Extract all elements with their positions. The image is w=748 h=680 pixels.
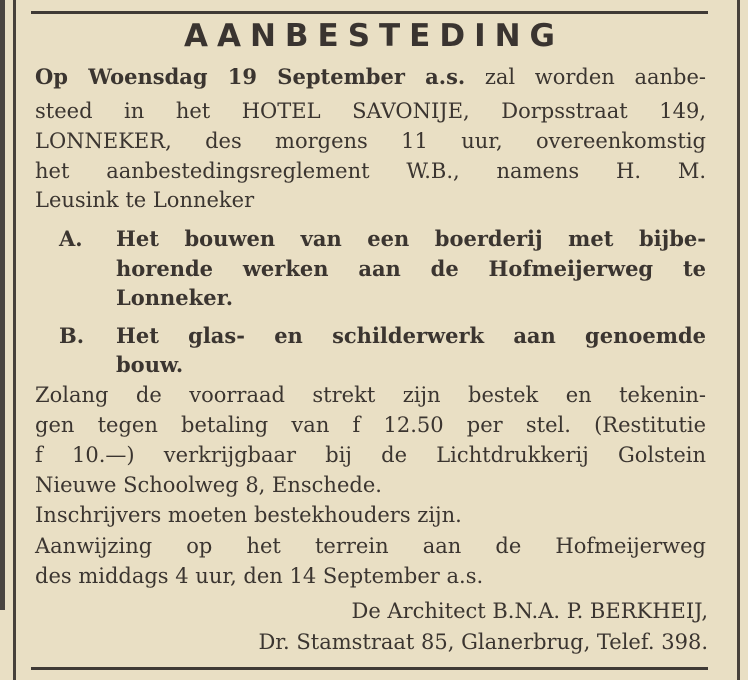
intro-line-5: Leusink te Lonneker <box>35 188 255 212</box>
ad-title: AANBESTEDING <box>183 18 565 54</box>
body-line-1: Zolang de voorraad strekt zijn bestek en tekenin- <box>35 383 706 407</box>
body-line-6: Aanwijzing op het terrein aan de Hofmeijerweg <box>35 534 706 558</box>
item-b-line-2: bouw. <box>116 352 184 377</box>
intro-line-2: steed in het HOTEL SAVONIJE, Dorpsstraat 149, <box>35 99 706 123</box>
frame-border-right <box>737 0 740 680</box>
item-a-letter: A. <box>59 226 83 251</box>
item-a-line-3: Lonneker. <box>116 285 234 310</box>
adjacent-column-edge <box>0 0 5 610</box>
item-a-line-2: horende werken aan de Hofmeijerweg te <box>116 256 706 281</box>
item-b-letter: B. <box>59 323 85 348</box>
intro-line-4: het aanbestedingsreglement W.B., namens H. M. <box>35 159 706 183</box>
body-line-5: Inschrijvers moeten bestekhouders zijn. <box>35 503 462 527</box>
top-rule <box>31 11 708 14</box>
intro-rest: zal worden aanbe- <box>465 65 706 89</box>
body-line-3: f 10.—) verkrijgbaar bij de Lichtdrukkerij Golstein <box>35 443 706 467</box>
item-a-line-1: Het bouwen van een boerderij met bijbe- <box>116 226 706 251</box>
intro-line-1 <box>35 62 706 92</box>
intro-line-3: LONNEKER, des morgens 11 uur, overeenkomstig <box>35 129 706 153</box>
bottom-rule <box>31 667 708 670</box>
signature-address: Dr. Stamstraat 85, Glanerbrug, Telef. 398. <box>258 630 708 654</box>
body-line-2: gen tegen betaling van f 12.50 per stel. (Restitutie <box>35 413 706 437</box>
body-line-7: des middags 4 uur, den 14 September a.s. <box>35 564 484 588</box>
intro-date: Op Woensdag 19 September a.s. <box>35 64 466 89</box>
signature-architect: De Architect B.N.A. P. BERKHEIJ, <box>351 599 708 623</box>
body-line-4: Nieuwe Schoolweg 8, Enschede. <box>35 473 382 497</box>
item-b-line-1: Het glas- en schilderwerk aan genoemde <box>116 323 706 348</box>
frame-border-left <box>13 0 16 680</box>
